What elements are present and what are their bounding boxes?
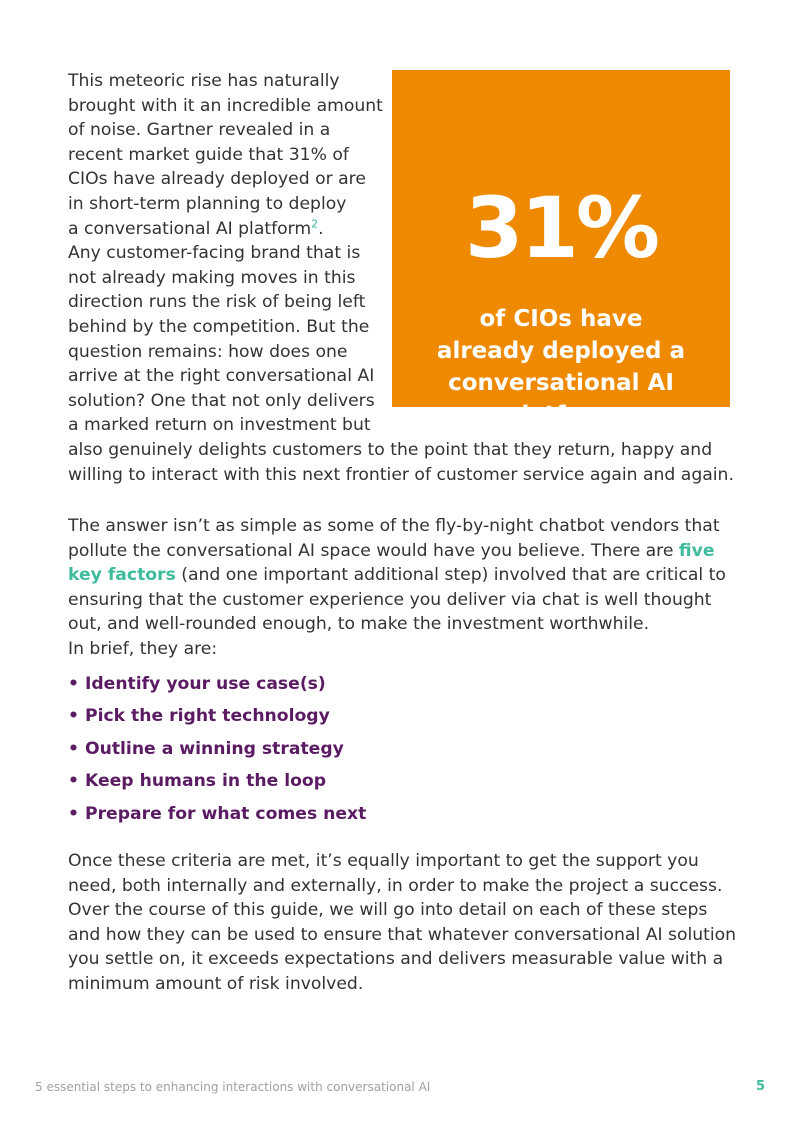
footnote-reference[interactable]: 2 xyxy=(311,216,319,230)
stat-caption-line: already deployed a xyxy=(436,338,686,364)
intro-line: CIOs have already deployed or are xyxy=(68,169,366,190)
list-item: • Pick the right technology xyxy=(68,706,330,727)
footer-title: 5 essential steps to enhancing interactions with conversational AI xyxy=(35,1080,431,1094)
conclusion-line: you settle on, it exceeds expectations and delivers measurable value with a xyxy=(68,949,724,970)
steps-list xyxy=(68,670,366,832)
intro-line: also genuinely delights customers to the point that they return, happy and xyxy=(68,439,713,460)
list-item: • Identify your use case(s) xyxy=(68,674,326,694)
stat-caption-line: of CIOs have xyxy=(479,306,643,332)
stat-caption-line: platform xyxy=(505,402,617,428)
answer-line xyxy=(68,563,748,588)
answer-line xyxy=(68,539,748,564)
intro-line: solution? One that not only delivers xyxy=(68,390,375,411)
conclusion-line: and how they can be used to ensure that whatever conversational AI solution xyxy=(68,924,737,945)
key-factors-highlight: key factors xyxy=(68,565,176,586)
list-item: • Keep humans in the loop xyxy=(68,771,327,792)
stat-callout xyxy=(392,70,730,428)
answer-paragraph xyxy=(68,514,748,662)
stat-caption-line: conversational AI xyxy=(448,370,674,396)
intro-line: behind by the competition. But the xyxy=(68,316,370,337)
intro-line-text: a conversational AI platform xyxy=(68,218,312,239)
answer-line-text: pollute the conversational AI space would have you believe. There are xyxy=(68,540,679,561)
conclusion-line: Over the course of this guide, we will go into detail on each of these steps xyxy=(68,900,708,921)
page-number: 5 xyxy=(755,1079,765,1094)
conclusion-paragraph xyxy=(68,849,748,997)
intro-line: arrive at the right conversational AI xyxy=(68,366,375,387)
five-highlight: five xyxy=(678,540,715,561)
conclusion-line: minimum amount of risk involved. xyxy=(68,973,364,994)
intro-line: question remains: how does one xyxy=(68,341,348,362)
intro-line: Any customer-facing brand that is xyxy=(68,243,361,264)
answer-line-text: (and one important additional step) involved that are critical to xyxy=(175,565,726,586)
answer-line: out, and well-rounded enough, to make the investment worthwhile. xyxy=(68,614,650,635)
intro-line: in short-term planning to deploy xyxy=(68,193,347,214)
conclusion-line: Once these criteria are met, it’s equally important to get the support you xyxy=(68,851,699,871)
intro-line: brought with it an incredible amount xyxy=(68,95,383,116)
intro-line: a marked return on investment but xyxy=(68,415,371,436)
intro-line: This meteoric rise has naturally xyxy=(68,71,340,91)
answer-line: ensuring that the customer experience you deliver via chat is well thought xyxy=(68,589,712,610)
intro-line: recent market guide that 31% of xyxy=(68,144,349,165)
intro-line-period: . xyxy=(318,218,324,239)
list-item: • Prepare for what comes next xyxy=(68,803,367,824)
list-item: • Outline a winning strategy xyxy=(68,738,344,759)
stat-number: 31% xyxy=(464,179,658,277)
stat-caption xyxy=(392,303,730,431)
answer-line: In brief, they are: xyxy=(68,638,218,659)
conclusion-line: need, both internally and externally, in order to make the project a success. xyxy=(68,875,723,896)
intro-line: direction runs the risk of being left xyxy=(68,292,366,313)
intro-line: willing to interact with this next frontier of customer service again and again. xyxy=(68,464,734,485)
intro-line: not already making moves in this xyxy=(68,267,356,288)
intro-line: of noise. Gartner revealed in a xyxy=(68,120,331,141)
answer-line: The answer isn’t as simple as some of the fly-by-night chatbot vendors that xyxy=(68,516,720,536)
